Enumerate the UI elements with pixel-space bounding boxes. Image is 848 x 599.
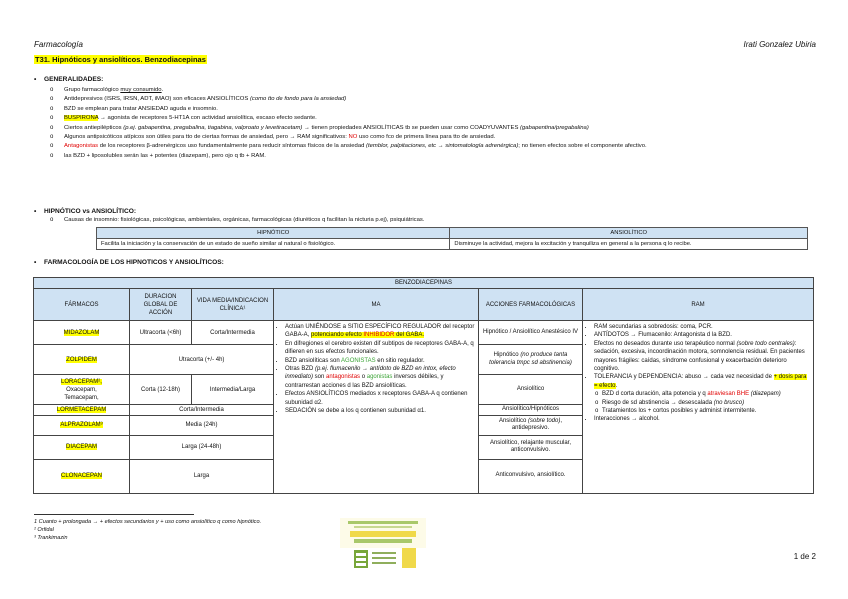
hipnotico-list — [64, 216, 809, 225]
table-cell: Larga — [130, 459, 274, 493]
list-item: o BZD se emplean para tratar ANSIEDAD aguda e insomnio. — [64, 105, 809, 114]
table-cell: Intermedia/Larga — [192, 375, 274, 405]
list-item: o Antagonistas de los receptores β-adrenérgicos uso fundamentalmente para reducir síntomas físicos de la ansiedad (temblor, palpitaciones, etc → sintomatología adrenérgica); no tienen efectos sobre el componente afectivo. — [64, 142, 809, 151]
benzodiacepinas-table — [33, 277, 814, 494]
table-cell: Ultracorta (<6h) — [130, 321, 192, 345]
table-cell: Utracorta (+/- 4h) — [130, 345, 274, 375]
list-item: o BUSPIRONA → agonista de receptores 5-HT1A con actividad ansiolítica, escaso efecto sedante. — [64, 114, 809, 123]
table-header: FÁRMACOS — [34, 289, 130, 321]
list-item: • Otras BZD (p.ej. flumacenilo → antídoto de BZD en intox, efecto inmediato) son antagonistas o agonistas inversos débiles, y contrarrestan acciones d las BZD ansiolíticas. — [285, 365, 475, 390]
drug-alprazolam: ALPRAZOLAM³ — [34, 415, 130, 435]
drug-lormetacepam: LORMETACEPAM — [34, 405, 130, 416]
table-cell: Hipnótico (no produce tanta tolerancia tmpc sd abstinencia) — [479, 345, 583, 375]
hipnotico-ansiolitico-table — [96, 227, 808, 250]
table-cell: Ansiolítico/Hipnóticos — [479, 405, 583, 416]
section-hipnotico: • HIPNÓTICO vs ANSIOLÍTICO: — [44, 208, 136, 215]
table-header: DURACION GLOBAL DE ACCIÓN — [130, 289, 192, 321]
table-header: ANSIOLÍTICO — [450, 228, 808, 239]
list-item: • En difregiones el cerebro existen dif subtipos de receptores GABA-A, q difieren en sus efectos funcionales. — [285, 340, 475, 357]
document-thumbnail-icon — [340, 518, 426, 570]
table-cell: Anticonvulsivo, ansiolítico. — [479, 459, 583, 493]
list-item: • Actúan UNIÉNDOSE a SITIO ESPECÍFICO REGULADOR del receptor GABA-A, potenciando efecto INHIBIDOR del GABA. — [285, 323, 475, 340]
list-item: • ANTÍDOTOS → Flumacenilo: Antagonista d la BZD. — [594, 331, 810, 339]
list-item: o Ciertos antiepilépticos (p.ej. gabapentina, pregabalina, tiagabina, valproato y levetiracetam) → tienen propiedades ANSIOLÍTICAS tb se pueden usar como COADYUVANTES (gabapentina/pregabalina) — [64, 124, 809, 133]
table-cell: Media (24h) — [130, 415, 274, 435]
list-item: • TOLERANCIA y DEPENDENCIA: abuso → cada vez necesidad de + dosis para = efecto. o BZD d corta duración, alta potencia y q atraviesan BHE (diazepam) o Riesgo de sd abstinencia → desescalada (no brusco) o Tratamientos los + cortos posibles y administ intermitente. — [594, 373, 810, 415]
table-cell: Ansiolítico, relajante muscular, anticonvulsivo. — [479, 435, 583, 459]
header-subject: Farmacología — [34, 40, 83, 49]
list-item: o Algunos antipsicóticos atípicos son útiles para tto de ciertas formas de ansiedad, pero → RAM significativos: NO uso como fco de primera línea para tto de ansiedad. — [64, 133, 809, 142]
table-title: BENZODIACEPINAS — [34, 278, 814, 289]
ram-cell — [583, 321, 814, 494]
drug-loracepam: LORACEPAM², Oxacepam, Temacepam, — [34, 375, 130, 405]
list-item: • Interacciones → alcohol. — [594, 415, 810, 423]
table-cell: Ansiolítico (sobre todo), antidepresivo. — [479, 415, 583, 435]
list-item: • BZD ansiolíticas son AGONISTAS en sitio regulador. — [285, 357, 475, 365]
table-cell: Corta/Intermedia — [192, 321, 274, 345]
list-item: o Tratamientos los + cortos posibles y administ intermitente. — [602, 407, 810, 415]
table-cell: Larga (24-48h) — [130, 435, 274, 459]
table-cell: Hipnótico / Ansiolítico Anestésico IV — [479, 321, 583, 345]
table-header: HIPNÓTICO — [97, 228, 450, 239]
table-cell: Corta/Intermedia — [130, 405, 274, 416]
list-item: o Riesgo de sd abstinencia → desescalada (no brusco) — [602, 399, 810, 407]
footnote-3: ³ Trankimazin — [34, 535, 68, 541]
list-item: o Antidepresivos (ISRS, IRSN, ADT, iMAO) son eficaces ANSIOLÍTICOS (como tto de fondo para la ansiedad) — [64, 95, 809, 104]
list-item: o Causas de insomnio: fisiológicas, psicológicas, ambientales, orgánicas, farmacológicas (diuréticos q facilitan la nicturia p.ej), psiquiátricas. — [64, 216, 809, 225]
list-item: • SEDACIÓN se debe a los q contienen subunidad α1. — [285, 407, 475, 415]
generalidades-list — [64, 86, 809, 161]
footnote-1: 1 Cuanto + prolongada → + efectos secundarios y + uso como ansiolítico q como hipnótico. — [34, 519, 262, 525]
document-title: T31. Hipnóticos y ansiolíticos. Benzodiacepinas — [35, 55, 206, 64]
drug-diacepam: DIACEPAM — [34, 435, 130, 459]
page-number: 1 de 2 — [793, 552, 816, 561]
section-farmacologia: • FARMACOLOGÍA DE LOS HIPNOTICOS Y ANSIOLÍTICOS: — [44, 259, 224, 266]
footnote-2: ² Orfidal — [34, 527, 54, 533]
drug-midazolam: MIDAZOLAM — [34, 321, 130, 345]
list-item: • RAM secundarias a sobredosis: coma, PCR. — [594, 323, 810, 331]
header-author: Irati Gonzalez Ubiria — [743, 40, 816, 49]
table-header: MA — [274, 289, 479, 321]
list-item: • Efectos no deseados durante uso terapéutico normal (sobre todo centrales): sedación, excesiva, incoordinación motora, somnolencia residual. En pacientes mayores frágiles: caídas, síndrome confusional y exacerbación deterioro cognitivo. — [594, 340, 810, 374]
table-cell: Facilita la iniciación y la conservación de un estado de sueño similar al natural o fisiológico. — [97, 239, 450, 250]
table-header: ACCIONES FARMACOLÓGICAS — [479, 289, 583, 321]
table-cell: Ansiolítico — [479, 375, 583, 405]
table-row — [34, 321, 814, 345]
drug-clonacepan: CLONACEPAN — [34, 459, 130, 493]
table-header: VIDA MEDIA/INDICACION CLÍNICA¹ — [192, 289, 274, 321]
ma-cell — [274, 321, 479, 494]
list-item: o Grupo farmacológico muy consumido. — [64, 86, 809, 95]
section-generalidades: • GENERALIDADES: — [44, 76, 103, 83]
footnote-divider — [34, 514, 194, 515]
table-cell: Disminuye la actividad, mejora la excitación y tranquiliza en general a la persona q lo recibe. — [450, 239, 808, 250]
list-item: o las BZD + liposolubles serán las + potentes (diazepam), pero ojo q tb + RAM. — [64, 152, 809, 161]
table-header: RAM — [583, 289, 814, 321]
list-item: o BZD d corta duración, alta potencia y q atraviesan BHE (diazepam) — [602, 390, 810, 398]
table-cell: Corta (12-18h) — [130, 375, 192, 405]
list-item: • Efectos ANSIOLÍTICOS mediados x receptores GABA-A q contienen subunidad α2. — [285, 390, 475, 407]
drug-zolpidem: ZOLPIDEM — [34, 345, 130, 375]
